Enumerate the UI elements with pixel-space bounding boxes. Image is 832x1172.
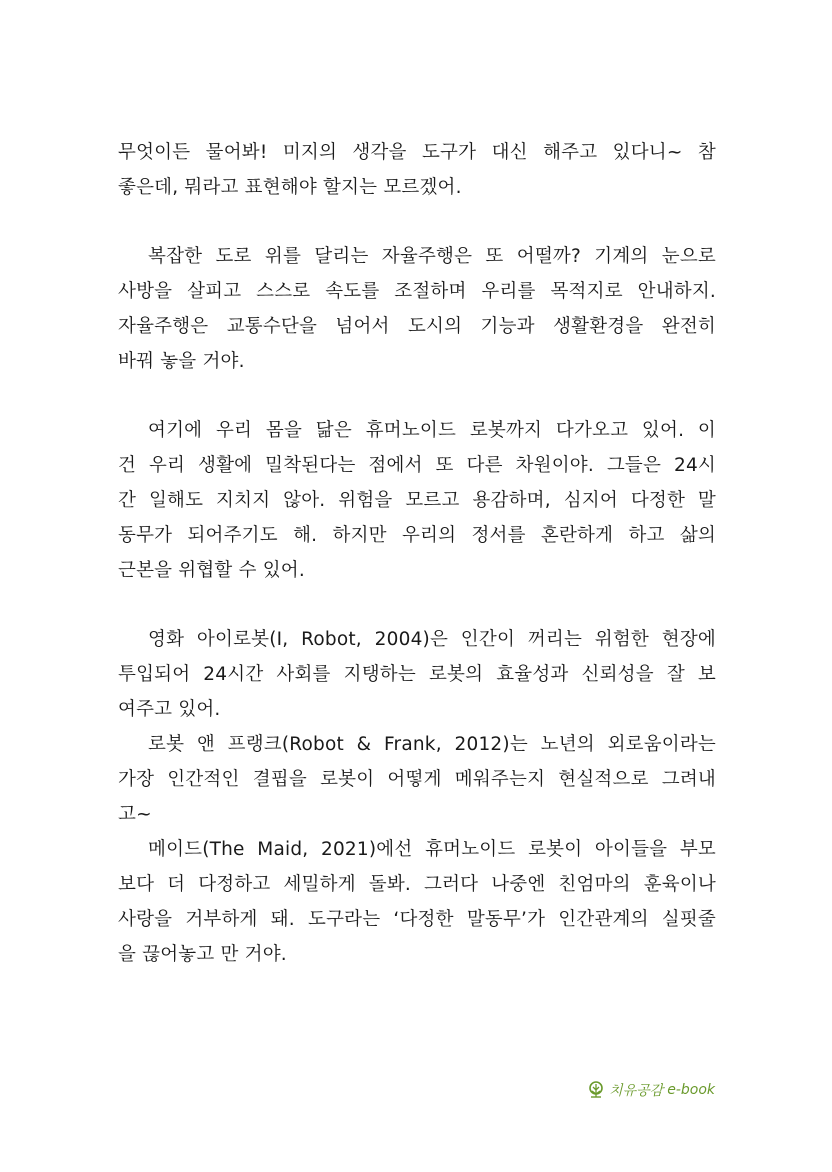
text-line: 가장 인간적인 결핍을 로봇이 어떻게 메워주는지 현실적으로 그려내 <box>118 769 716 790</box>
text-line: 근본을 위협할 수 있어. <box>118 560 305 581</box>
text-line: 여기에 우리 몸을 닮은 휴머노이드 로봇까지 다가오고 있어. 이 <box>148 420 716 441</box>
paragraph-2 <box>118 239 716 379</box>
footer-ebook-label: e-book <box>667 1082 715 1098</box>
paragraph-1 <box>118 135 716 205</box>
text-line: 보다 더 다정하고 세밀하게 돌봐. 그러다 나중엔 친엄마의 훈육이나 <box>118 874 716 895</box>
text-line: 좋은데, 뭐라고 표현해야 할지는 모르겠어. <box>118 177 462 198</box>
document-body <box>118 135 716 972</box>
text-line: 동무가 되어주기도 해. 하지만 우리의 정서를 혼란하게 하고 삶의 <box>118 525 716 546</box>
text-line: 사랑을 거부하게 돼. 도구라는 ‘다정한 말동무’가 인간관계의 실핏줄 <box>118 909 716 930</box>
text-line: 투입되어 24시간 사회를 지탱하는 로봇의 효율성과 신뢰성을 잘 보 <box>118 664 716 685</box>
text-line: 여주고 있어. <box>118 699 221 720</box>
paragraph-4 <box>118 622 716 972</box>
text-line: 사방을 살피고 스스로 속도를 조절하며 우리를 목적지로 안내하지. <box>118 281 716 302</box>
text-line: 복잡한 도로 위를 달리는 자율주행은 또 어떨까? 기계의 눈으로 <box>148 246 716 267</box>
text-line: 바꿔 놓을 거야. <box>118 351 245 372</box>
text-line: 메이드(The Maid, 2021)에선 휴머노이드 로봇이 아이들을 부모 <box>148 839 716 860</box>
text-line: 간 일해도 지치지 않아. 위험을 모르고 용감하며, 심지어 다정한 말 <box>118 490 716 511</box>
paragraph-3 <box>118 413 716 588</box>
text-line: 을 끊어놓고 만 거야. <box>118 944 287 965</box>
text-line: 로봇 앤 프랭크(Robot & Frank, 2012)는 노년의 외로움이라는 <box>148 734 716 755</box>
text-line: 무엇이든 물어봐! 미지의 생각을 도구가 대신 해주고 있다니~ 참 <box>118 142 716 163</box>
footer-brand <box>587 1080 715 1100</box>
text-line: 자율주행은 교통수단을 넘어서 도시의 기능과 생활환경을 완전히 <box>118 316 716 337</box>
tree-logo-icon <box>587 1081 605 1099</box>
footer-brand-name: 치유공감 <box>609 1083 664 1099</box>
text-line: 고~ <box>118 804 152 825</box>
text-line: 영화 아이로봇(I, Robot, 2004)은 인간이 꺼리는 위험한 현장에 <box>148 629 716 650</box>
text-line: 건 우리 생활에 밀착된다는 점에서 또 다른 차원이야. 그들은 24시 <box>118 455 716 476</box>
